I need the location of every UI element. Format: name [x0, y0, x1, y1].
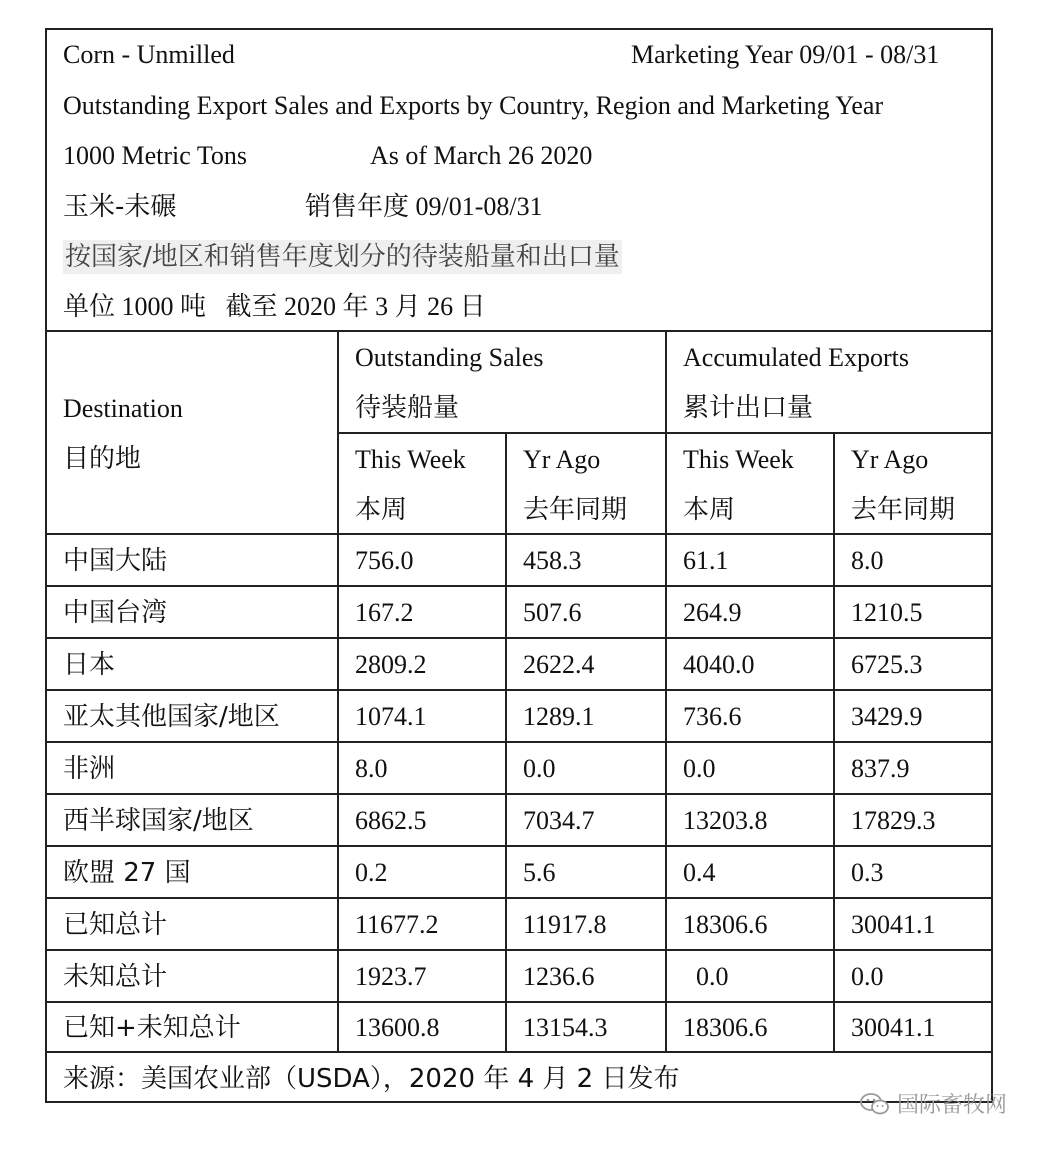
destination-cell: 未知总计 — [63, 962, 168, 992]
os-yr-ago-cell: 507.6 — [523, 598, 582, 627]
ae-yr-ago-cell: 837.9 — [851, 754, 910, 783]
ae-yr-ago-cell: 8.0 — [851, 546, 884, 575]
ae-this-week-cell: 264.9 — [683, 598, 742, 627]
ae-this-week-cell: 0.0 — [683, 962, 729, 991]
unit: 1000 Metric Tons — [63, 141, 248, 170]
ae-this-week-cell: 4040.0 — [683, 650, 755, 679]
destination-cell: 已知总计 — [63, 910, 168, 940]
ae-this-week-cell: 736.6 — [683, 702, 742, 731]
destination-cell: 中国台湾 — [63, 598, 168, 628]
ae-this-week-cell: 61.1 — [683, 546, 729, 575]
marketing-year: Marketing Year 09/01 - 08/31 — [631, 40, 940, 69]
os-this-week-header: This Week — [355, 445, 466, 474]
ae-this-week-cell: 13203.8 — [683, 806, 768, 835]
ae-this-week-header-cn: 本周 — [683, 495, 736, 525]
unit-cn-value: 1000 — [121, 292, 174, 321]
ae-yr-ago-cell: 0.3 — [851, 858, 884, 887]
os-yr-ago-cell: 1236.6 — [523, 962, 595, 991]
row-divider — [45, 897, 993, 899]
ae-this-week-header: This Week — [683, 445, 794, 474]
os-this-week-cell: 2809.2 — [355, 650, 427, 679]
os-this-week-cell: 1923.7 — [355, 962, 427, 991]
ae-this-week-cell: 18306.6 — [683, 910, 768, 939]
os-this-week-cell: 6862.5 — [355, 806, 427, 835]
col-divider — [337, 330, 339, 1052]
unit-cn-ton: 吨 — [180, 292, 207, 322]
report-subtitle-cn-text: 按国家/地区和销售年度划分的待装船量和出口量 — [65, 242, 620, 272]
destination-header-cn: 目的地 — [63, 444, 142, 474]
marketing-year-cn-label: 销售年度 — [305, 192, 410, 222]
watermark — [859, 1088, 1007, 1119]
outstanding-sales-header-cn: 待装船量 — [355, 393, 460, 423]
destination-cell: 亚太其他国家/地区 — [63, 702, 280, 732]
row-divider — [45, 1001, 993, 1003]
ae-yr-ago-header: Yr Ago — [851, 445, 929, 474]
destination-header: Destination — [63, 394, 183, 423]
col-divider — [665, 330, 667, 1052]
os-yr-ago-cell: 2622.4 — [523, 650, 595, 679]
col-divider — [505, 432, 507, 1052]
os-yr-ago-cell: 7034.7 — [523, 806, 595, 835]
os-yr-ago-cell: 13154.3 — [523, 1013, 608, 1042]
ae-yr-ago-cell: 3429.9 — [851, 702, 923, 731]
os-yr-ago-header: Yr Ago — [523, 445, 601, 474]
row-divider — [45, 689, 993, 691]
ae-yr-ago-cell: 1210.5 — [851, 598, 923, 627]
os-yr-ago-cell: 11917.8 — [523, 910, 607, 939]
destination-cell: 非洲 — [63, 754, 116, 784]
ae-this-week-cell: 0.4 — [683, 858, 716, 887]
unit-and-date-cn — [63, 292, 486, 322]
footer-divider — [45, 1051, 993, 1053]
ae-this-week-cell: 0.0 — [683, 754, 716, 783]
os-yr-ago-header-cn: 去年同期 — [523, 495, 628, 525]
destination-cell: 西半球国家/地区 — [63, 806, 254, 836]
row-divider — [45, 845, 993, 847]
product-name-cn — [63, 192, 176, 222]
marketing-year-cn — [305, 192, 543, 222]
row-divider — [45, 585, 993, 587]
row-divider — [45, 793, 993, 795]
as-of-cn-year: 2020 — [284, 292, 337, 321]
row-divider — [45, 741, 993, 743]
as-of-cn-day-char: 日 — [459, 292, 486, 322]
ae-this-week-cell: 18306.6 — [683, 1013, 768, 1042]
as-of-cn-day: 26 — [427, 292, 454, 321]
report-subtitle: Outstanding Export Sales and Exports by Country, Region and Marketing Year — [63, 91, 884, 120]
wechat-icon — [859, 1091, 891, 1117]
ae-yr-ago-cell: 0.0 — [851, 962, 884, 991]
header-divider — [45, 330, 993, 332]
column-header-divider — [45, 533, 993, 535]
destination-cell: 中国大陆 — [63, 546, 168, 576]
col-divider — [833, 432, 835, 1052]
outstanding-sales-header: Outstanding Sales — [355, 343, 544, 372]
unit-cn-label: 单位 — [63, 292, 116, 322]
ae-yr-ago-cell: 30041.1 — [851, 910, 936, 939]
ae-yr-ago-cell: 6725.3 — [851, 650, 923, 679]
accumulated-exports-header-cn: 累计出口量 — [683, 393, 814, 423]
os-this-week-cell: 167.2 — [355, 598, 414, 627]
ae-yr-ago-cell: 30041.1 — [851, 1013, 936, 1042]
product-name: Corn - Unmilled — [63, 40, 235, 69]
ae-yr-ago-cell: 17829.3 — [851, 806, 936, 835]
as-of-cn-label: 截至 — [225, 292, 278, 322]
report-subtitle-cn — [63, 242, 622, 272]
os-this-week-cell: 756.0 — [355, 546, 414, 575]
accumulated-exports-header: Accumulated Exports — [683, 343, 909, 372]
destination-cell: 欧盟 27 国 — [63, 858, 191, 888]
row-divider — [45, 949, 993, 951]
os-this-week-cell: 1074.1 — [355, 702, 427, 731]
os-yr-ago-cell: 1289.1 — [523, 702, 595, 731]
source-note: 来源：美国农业部（USDA），2020 年 4 月 2 日发布 — [63, 1064, 680, 1094]
as-of-date: As of March 26 2020 — [370, 141, 593, 170]
marketing-year-cn-dates: 09/01-08/31 — [415, 192, 543, 221]
as-of-cn-year-char: 年 — [342, 292, 369, 322]
os-yr-ago-cell: 458.3 — [523, 546, 582, 575]
os-this-week-cell: 11677.2 — [355, 910, 439, 939]
destination-cell: 已知+未知总计 — [63, 1013, 241, 1043]
destination-cell: 日本 — [63, 650, 116, 680]
watermark-text: 国际畜牧网 — [896, 1093, 1007, 1118]
as-of-cn-month: 3 — [375, 292, 389, 321]
product-name-cn-text: 玉米-未碾 — [63, 192, 177, 222]
ae-yr-ago-header-cn: 去年同期 — [851, 495, 956, 525]
os-yr-ago-cell: 0.0 — [523, 754, 556, 783]
os-this-week-cell: 8.0 — [355, 754, 388, 783]
os-this-week-header-cn: 本周 — [355, 495, 408, 525]
as-of-cn-month-char: 月 — [394, 292, 421, 322]
os-this-week-cell: 0.2 — [355, 858, 388, 887]
os-this-week-cell: 13600.8 — [355, 1013, 440, 1042]
row-divider — [45, 637, 993, 639]
os-yr-ago-cell: 5.6 — [523, 858, 556, 887]
